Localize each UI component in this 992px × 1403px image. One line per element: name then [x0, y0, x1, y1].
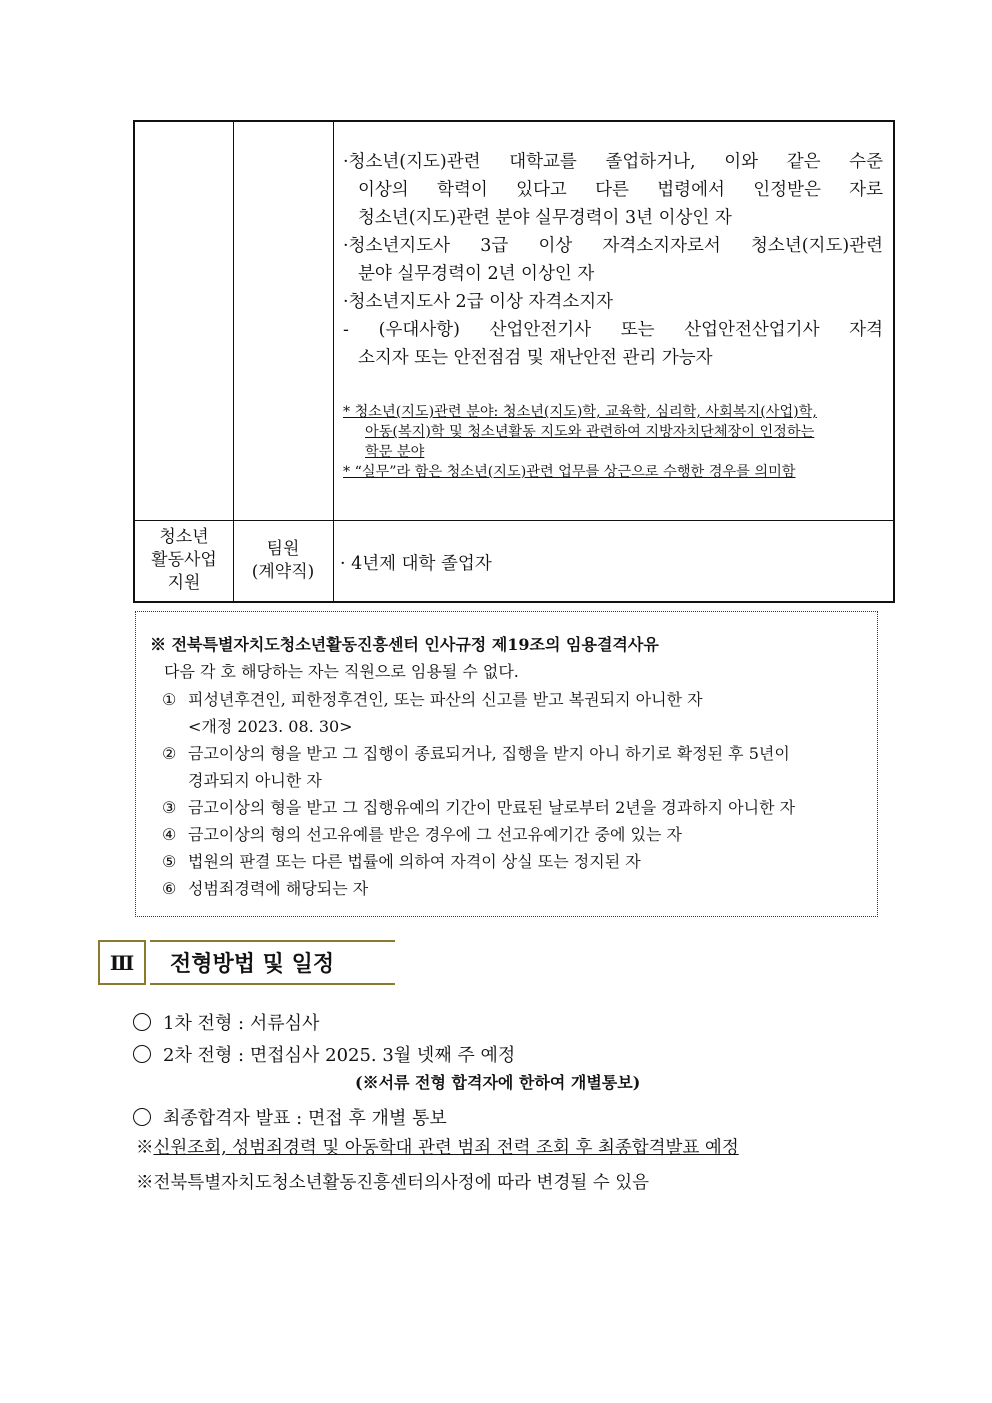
- schedule-text: 1차 전형 : 서류심사: [163, 1013, 320, 1034]
- reference-mark: ※: [136, 1138, 154, 1158]
- list-item: ① 피성년후견인, 피한정후견인, 또는 파산의 신고를 받고 복권되지 아니한 자: [162, 690, 703, 709]
- disqualification-list: [162, 686, 872, 902]
- qualification-table: [133, 120, 895, 603]
- requirement-notes: [343, 402, 887, 482]
- list-item: ⑤ 법원의 판결 또는 다른 법률에 의하여 자격이 상실 또는 정지된 자: [162, 852, 641, 871]
- section-title: 전형방법 및 일정: [150, 940, 395, 985]
- note-line: 학문 분야: [365, 444, 425, 460]
- requirements-list: [343, 148, 883, 372]
- note-line: 아동(복지)학 및 청소년활동 지도와 관련하여 지방자치단체장이 인정하는: [365, 424, 815, 440]
- disqualification-box: [135, 611, 878, 917]
- schedule-item: [133, 1041, 515, 1067]
- table-row-divider: [135, 520, 893, 521]
- department-cell: [135, 526, 233, 595]
- disqualification-intro: 다음 각 호 해당하는 자는 직원으로 임용될 수 없다.: [164, 662, 519, 681]
- reference-text: 신원조회, 성범죄경력 및 아동학대 관련 범죄 전력 조회 후 최종합격발표 예정: [153, 1138, 739, 1158]
- position-text: 팀원: [266, 539, 300, 559]
- schedule-text: 최종합격자 발표 : 면접 후 개별 통보: [163, 1108, 447, 1129]
- department-text: 활동사업: [151, 550, 217, 570]
- requirement-line: ·청소년(지도)관련 대학교를 졸업하거나, 이와 같은 수준: [343, 152, 883, 172]
- circle-bullet-icon: [133, 1108, 151, 1126]
- preferred-line: - (우대사항) 산업안전기사 또는 산업안전산업기사 자격: [343, 320, 883, 340]
- list-item: ② 금고이상의 형을 받고 그 집행이 종료되거나, 집행을 받지 아니 하기로 확정된 후 5년이: [162, 744, 790, 763]
- list-item: ⑥ 성범죄경력에 해당되는 자: [162, 879, 369, 898]
- preferred-line: 소지자 또는 안전점검 및 재난안전 관리 가능자: [358, 348, 713, 368]
- schedule-text: 2차 전형 : 면접심사 2025. 3월 넷째 주 예정: [163, 1045, 516, 1066]
- qualification-text: · 4년제 대학 졸업자: [340, 554, 492, 574]
- note-line: * 청소년(지도)관련 분야: 청소년(지도)학, 교육학, 심리학, 사회복지(사업)학,: [343, 404, 817, 420]
- circle-bullet-icon: [133, 1013, 151, 1031]
- circle-bullet-icon: [133, 1045, 151, 1063]
- list-item: ④ 금고이상의 형의 선고유예를 받은 경우에 그 선고유예기간 중에 있는 자: [162, 825, 682, 844]
- list-item-continuation: <개정 2023. 08. 30>: [188, 717, 353, 736]
- position-text: (계약직): [251, 562, 315, 582]
- requirement-line: 분야 실무경력이 2년 이상인 자: [358, 264, 595, 284]
- schedule-note: (※서류 전형 합격자에 한하여 개별통보): [355, 1073, 641, 1092]
- disqualification-title: ※ 전북특별자치도청소년활동진흥센터 인사규정 제19조의 임용결격사유: [150, 635, 659, 654]
- position-cell: [233, 538, 333, 584]
- note-line: * “실무”라 함은 청소년(지도)관련 업무를 상근으로 수행한 경우를 의미함: [343, 464, 796, 480]
- list-item: ③ 금고이상의 형을 받고 그 집행유예의 기간이 만료된 날로부터 2년을 경과하지 아니한 자: [162, 798, 796, 817]
- requirement-line: ·청소년지도사 3급 이상 자격소지자로서 청소년(지도)관련: [343, 236, 883, 256]
- requirement-line: 청소년(지도)관련 분야 실무경력이 3년 이상인 자: [358, 208, 732, 228]
- requirement-line: ·청소년지도사 2급 이상 자격소지자: [343, 292, 614, 312]
- reference-note: [136, 1134, 739, 1159]
- requirement-line: 이상의 학력이 있다고 다른 법령에서 인정받은 자로: [358, 180, 883, 200]
- list-item-continuation: 경과되지 아니한 자: [188, 771, 322, 790]
- table-column-divider: [233, 122, 234, 601]
- schedule-item: [133, 1009, 319, 1035]
- reference-note: ※전북특별자치도청소년활동진흥센터의사정에 따라 변경될 수 있음: [136, 1173, 650, 1193]
- section-number: Ⅲ: [98, 940, 146, 985]
- table-column-divider: [333, 122, 334, 601]
- department-text: 청소년: [159, 527, 209, 547]
- schedule-item: [133, 1104, 447, 1130]
- department-text: 지원: [167, 573, 201, 593]
